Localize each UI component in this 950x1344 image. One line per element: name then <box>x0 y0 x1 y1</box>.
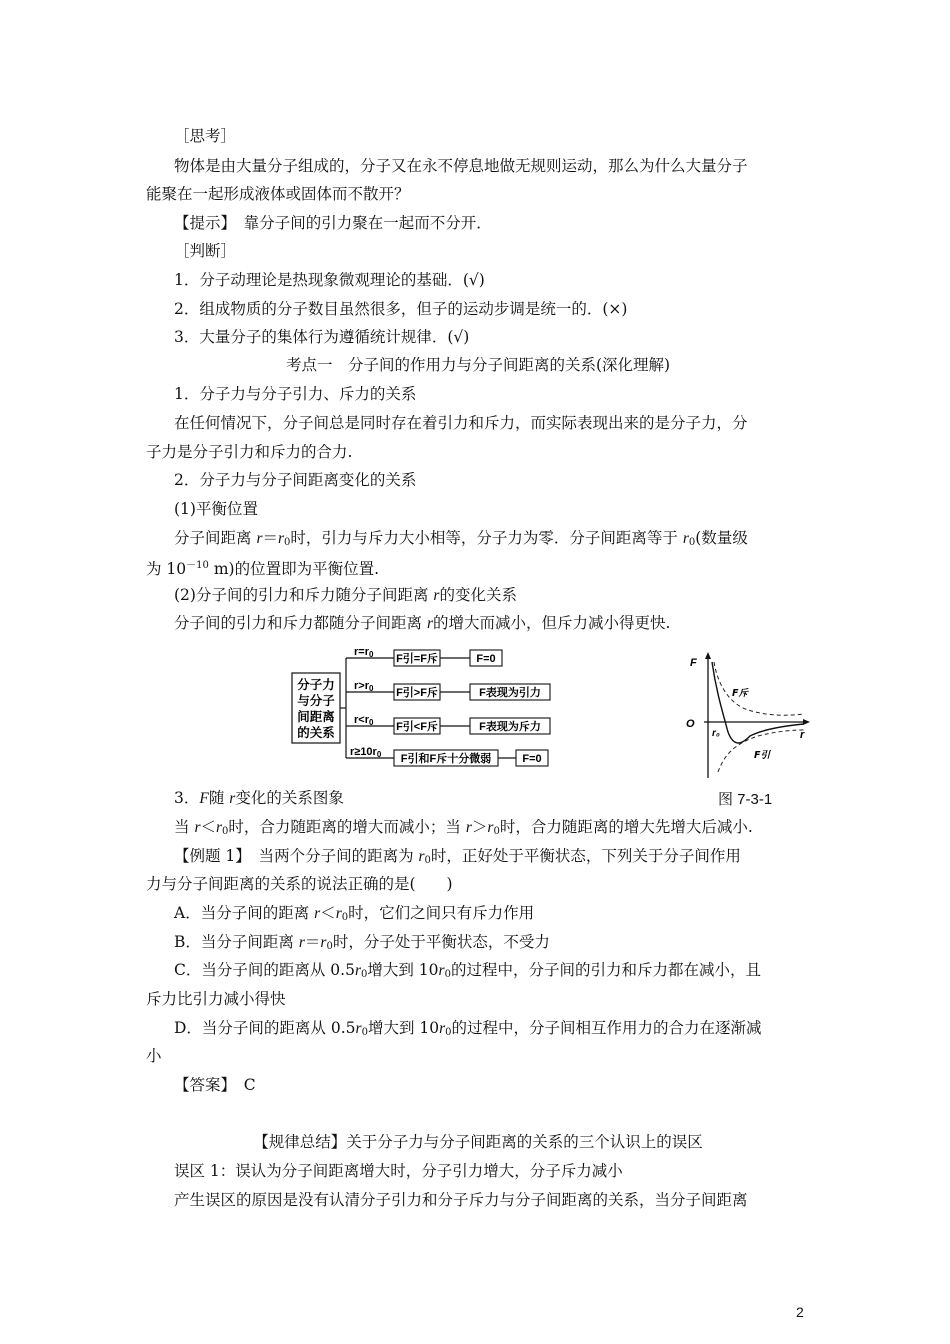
flow-mid-2: F引>F斥 <box>396 687 438 699</box>
option-b: B．当分子间距离 $r=r_0$时，分子处于平衡状态，不受力 <box>174 933 550 952</box>
hint-label: 【提示】 <box>174 214 229 232</box>
hint <box>174 213 838 233</box>
flow-res-3: F表现为斥力 <box>479 721 541 733</box>
answer-value: C <box>243 1076 256 1094</box>
para-2-line2: 为 $10^{-10}$ m)的位置即为平衡位置. <box>146 560 379 578</box>
flow-cond-3: r<r0 <box>354 714 374 727</box>
flow-mid-3: F引<F斥 <box>396 721 438 733</box>
flow-mid-1: F引=F斥 <box>396 653 438 665</box>
repulsive-force-curve <box>714 662 804 715</box>
r0-label: r₀ <box>712 728 720 739</box>
option-c-line2: 斥力比引力减小得快 <box>146 990 286 1008</box>
para-4: 当 $r<r_0$时，合力随距离的增大而减小；当 $r>r_0$时，合力随距离的增大先增大后减小. <box>174 818 753 837</box>
heading-2: 2．分子力与分子间距离变化的关系 <box>174 471 417 489</box>
answer <box>174 1075 838 1095</box>
hint-text: 靠分子间的引力聚在一起而不分开． <box>243 214 492 232</box>
example-question-line2: 力与分子间距离的关系的说法正确的是( ) <box>146 875 453 893</box>
axis-label-F: F <box>690 657 697 669</box>
figure-caption: 图 7-3-1 <box>718 791 773 808</box>
flow-res-2: F表现为引力 <box>479 687 541 699</box>
option-d-line1: D．当分子间的距离从 $0.5r_0$增大到 $10r_0$的过程中，分子间相互作用力的合力在逐渐减 <box>174 1019 762 1038</box>
heading-2-1: (1)平衡位置 <box>174 500 258 518</box>
think-question-line2: 能聚在一起形成液体或固体而不散开？ <box>146 185 410 203</box>
flow-cond-1: r=r0 <box>354 646 374 659</box>
option-c-line1: C．当分子间的距离从 $0.5r_0$增大到 $10r_0$的过程中，分子间的引力和斥力都在减小，且 <box>174 961 761 980</box>
force-distance-graph <box>678 650 814 782</box>
judge-item-1: 1．分子动理论是热现象微观理论的基础．(√) <box>174 271 485 289</box>
para-2-line1: 分子间距离 $r=r_0$时，引力与斥力大小相等，分子力为零．分子间距离等于 $r_0$(数量级 <box>174 529 748 548</box>
think-question-line1: 物体是由大量分子组成的，分子又在永不停息地做无规则运动，那么为什么大量分子 <box>174 157 748 175</box>
answer-label: 【答案】 <box>174 1076 229 1094</box>
think-label: ［思考］ <box>174 127 237 145</box>
flow-cond-4: r≥10r0 <box>350 746 382 759</box>
heading-3: 3．F随 r变化的关系图象 <box>174 789 344 807</box>
flow-res-4: F=0 <box>522 753 542 765</box>
origin-label: O <box>686 718 695 730</box>
attractive-label: F引 <box>754 750 770 761</box>
para-1-line1: 在任何情况下，分子间总是同时存在着引力和斥力，而实际表现出来的是分子力，分 <box>174 414 748 432</box>
axis-label-r: r <box>800 729 805 741</box>
flow-mid-4: F引和F斥十分微弱 <box>400 753 492 765</box>
judge-item-3: 3．大量分子的集体行为遵循统计规律．(√) <box>174 328 470 346</box>
judge-item-2: 2．组成物质的分子数目虽然很多，但子的运动步调是统一的．(×) <box>174 300 628 318</box>
flow-res-1: F=0 <box>476 653 496 665</box>
option-a: A．当分子间的距离 $r<r_0$时，它们之间只有斥力作用 <box>174 904 535 923</box>
para-3: 分子间的引力和斥力都随分子间距离 r的增大而减小，但斥力减小得更快. <box>174 614 671 632</box>
flow-root-line1: 分子力 <box>297 677 335 692</box>
relation-flow-diagram <box>290 646 560 776</box>
misconception-1: 误区 1：误认为分子间距离增大时，分子引力增大，分子斥力减小 <box>174 1162 623 1180</box>
misconception-1-text: 产生误区的原因是没有认清分子引力和分子斥力与分子间距离的关系，当分子间距离 <box>174 1191 748 1209</box>
resultant-force-curve <box>712 662 804 743</box>
heading-2-2: (2)分子间的引力和斥力随分子间距离 r的变化关系 <box>174 586 517 604</box>
para-1-line2: 子力是分子引力和斥力的合力. <box>146 443 353 461</box>
option-d-line2: 小 <box>146 1047 162 1065</box>
flow-root-line2: 与分子 <box>297 693 335 708</box>
flow-root-line4: 的关系 <box>297 725 335 740</box>
judge-label: ［判断］ <box>174 242 237 260</box>
heading-1: 1．分子力与分子引力、斥力的关系 <box>174 385 417 403</box>
summary-title: 【规律总结】关于分子力与分子间距离的关系的三个认识上的误区 <box>253 1133 703 1151</box>
flow-cond-2: r>r0 <box>354 680 374 693</box>
example-label: 【例题 1】 <box>174 847 244 865</box>
repulsive-label: F斥 <box>732 688 748 699</box>
page-number: 2 <box>796 1304 804 1320</box>
example-question-line1: 【例题 1】 当两个分子间的距离为 $r_0$时，正好处于平衡状态，下列关于分子间作用 <box>174 847 741 866</box>
section-title: 考点一 分子间的作用力与分子间距离的关系(深化理解) <box>285 356 671 374</box>
flow-root-line3: 间距离 <box>297 709 335 724</box>
